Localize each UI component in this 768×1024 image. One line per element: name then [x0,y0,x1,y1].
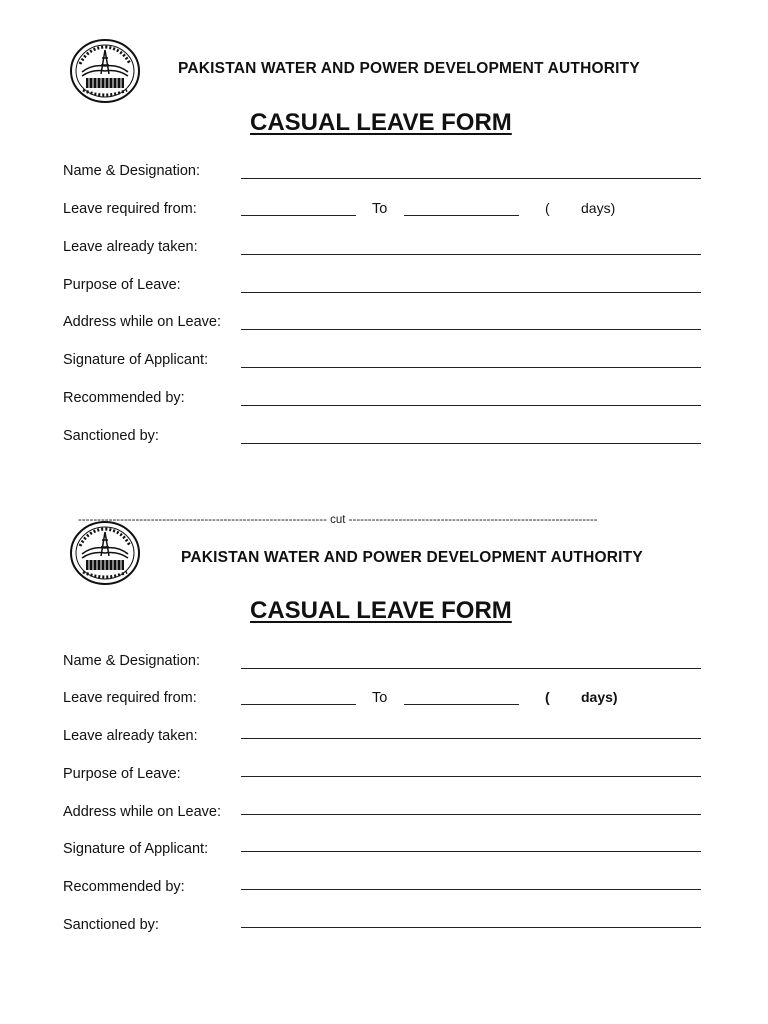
signature-row [0,841,768,871]
purpose-label: Purpose of Leave: [63,277,181,293]
address-label: Address while on Leave: [63,804,221,820]
name-designation-row [0,653,768,683]
sanctioned-label: Sanctioned by: [63,917,159,933]
signature-row [0,352,768,382]
leave-to-field[interactable] [404,215,519,216]
sanctioned-label: Sanctioned by: [63,428,159,444]
purpose-field[interactable] [241,776,701,777]
name-designation-field[interactable] [241,668,701,669]
address-row [0,314,768,344]
signature-field[interactable] [241,851,701,852]
sanctioned-field[interactable] [241,927,701,928]
name-designation-label: Name & Designation: [63,163,201,179]
leave-dates-row [0,690,768,720]
organization-name: PAKISTAN WATER AND POWER DEVELOPMENT AUTHORITY [181,549,643,566]
leave-from-label: Leave required from: [63,201,197,217]
days-open-paren: ( [545,689,550,705]
leave-taken-row [0,239,768,269]
sanctioned-row [0,428,768,458]
leave-taken-field[interactable] [241,738,701,739]
purpose-row [0,766,768,796]
form-title: CASUAL LEAVE FORM [250,597,512,624]
leave-taken-field[interactable] [241,254,701,255]
address-row [0,804,768,834]
to-label: To [372,690,388,706]
sanctioned-field[interactable] [241,443,701,444]
leave-from-field[interactable] [241,215,356,216]
sanctioned-row [0,917,768,947]
signature-field[interactable] [241,367,701,368]
recommended-label: Recommended by: [63,390,185,406]
signature-label: Signature of Applicant: [63,841,209,857]
name-designation-field[interactable] [241,178,701,179]
days-open-paren: ( [545,200,550,216]
days-label: days) [581,200,616,216]
recommended-field[interactable] [241,405,701,406]
purpose-label: Purpose of Leave: [63,766,181,782]
leave-dates-row [0,201,768,231]
recommended-row [0,390,768,420]
recommended-label: Recommended by: [63,879,185,895]
leave-taken-label: Leave already taken: [63,728,198,744]
cut-line: ----------------------------------------------------------------- cut ----------------------------------------------------------------- [78,514,598,526]
leave-from-field[interactable] [241,704,356,705]
purpose-row [0,277,768,307]
address-label: Address while on Leave: [63,314,221,330]
form-title: CASUAL LEAVE FORM [250,109,512,136]
signature-label: Signature of Applicant: [63,352,209,368]
leave-taken-row [0,728,768,758]
purpose-field[interactable] [241,292,701,293]
name-designation-row [0,163,768,193]
to-label: To [372,201,388,217]
name-designation-label: Name & Designation: [63,653,201,669]
organization-name: PAKISTAN WATER AND POWER DEVELOPMENT AUTHORITY [178,60,640,77]
address-field[interactable] [241,329,701,330]
wapda-emblem-icon [68,38,142,104]
leave-to-field[interactable] [404,704,519,705]
days-label: days) [581,689,618,705]
recommended-field[interactable] [241,889,701,890]
leave-from-label: Leave required from: [63,690,197,706]
recommended-row [0,879,768,909]
address-field[interactable] [241,814,701,815]
leave-taken-label: Leave already taken: [63,239,198,255]
wapda-emblem-icon [68,520,142,586]
